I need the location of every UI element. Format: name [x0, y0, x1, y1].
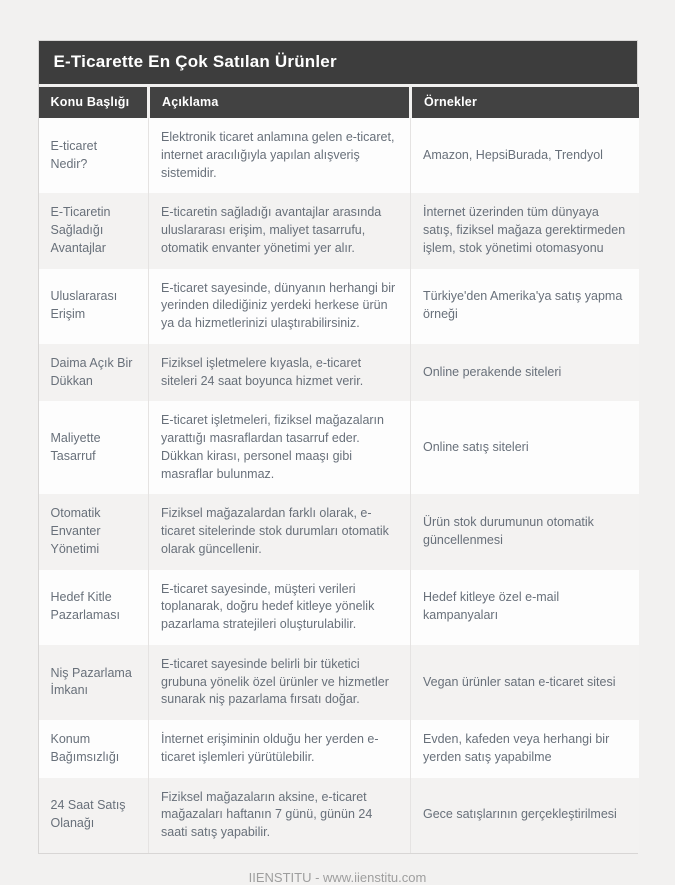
table-row [39, 720, 639, 778]
cell-description: İnternet erişiminin olduğu her yerden e-ticaret işlemleri yürütülebilir. [149, 720, 411, 778]
column-header-topic: Konu Başlığı [39, 87, 149, 118]
table-row [39, 344, 639, 402]
cell-description: Fiziksel mağazalardan farklı olarak, e-ticaret sitelerinde stok durumları otomatik olarak güncellenir. [149, 494, 411, 569]
cell-description: E-ticaret sayesinde, müşteri verileri toplanarak, doğru hedef kitleye yönelik pazarlama stratejileri oluşturulabilir. [149, 570, 411, 645]
cell-examples: Online satış siteleri [411, 401, 639, 494]
cell-description: E-ticaret sayesinde, dünyanın herhangi bir yerinden dilediğiniz yerdeki herkese ürün ya da hizmetlerinizi ulaştırabilirsiniz. [149, 269, 411, 344]
cell-description: Elektronik ticaret anlamına gelen e-ticaret, internet aracılığıyla yapılan alışveriş sistemidir. [149, 118, 411, 193]
cell-topic: Niş Pazarlama İmkanı [50, 665, 132, 698]
cell-topic: Uluslararası Erişim [50, 289, 118, 322]
cell-description: E-ticaret işletmeleri, fiziksel mağazaların yarattığı masraflardan tasarruf eder. Dükkan kirası, personel maaşı gibi masraflar bulunmaz. [149, 401, 411, 494]
table-row [39, 193, 639, 268]
page-title: E-Ticarette En Çok Satılan Ürünler [39, 41, 637, 87]
cell-examples: Ürün stok durumunun otomatik güncellenmesi [411, 494, 639, 569]
cell-examples: İnternet üzerinden tüm dünyaya satış, fiziksel mağaza gerektirmeden işlem, stok yönetimi otomasyonu [411, 193, 639, 268]
table-header-row [39, 87, 639, 118]
cell-description: Fiziksel işletmelere kıyasla, e-ticaret siteleri 24 saat boyunca hizmet verir. [149, 344, 411, 402]
column-header-examples: Örnekler [411, 87, 639, 118]
column-header-description: Açıklama [149, 87, 411, 118]
cell-topic: 24 Saat Satış Olanağı [50, 798, 126, 831]
table-body [39, 118, 639, 853]
table-row [39, 570, 639, 645]
cell-description: E-ticaret sayesinde belirli bir tüketici grubuna yönelik özel ürünler ve hizmetler sunarak niş pazarlama fırsatı doğar. [149, 645, 411, 720]
table-row [39, 494, 639, 569]
table-row [39, 401, 639, 494]
table-header [39, 87, 639, 118]
cell-examples: Amazon, HepsiBurada, Trendyol [411, 118, 639, 193]
cell-examples: Vegan ürünler satan e-ticaret sitesi [411, 645, 639, 720]
cell-examples: Hedef kitleye özel e-mail kampanyaları [411, 570, 639, 645]
cell-examples: Evden, kafeden veya herhangi bir yerden satış yapabilme [411, 720, 639, 778]
content-table-card [38, 40, 638, 854]
cell-description: E-ticaretin sağladığı avantajlar arasında uluslararası erişim, maliyet tasarrufu, otomatik envanter yönetimi yer alır. [149, 193, 411, 268]
cell-description: Fiziksel mağazaların aksine, e-ticaret mağazaları haftanın 7 günü, günün 24 saati satış yapabilir. [149, 778, 411, 853]
cell-examples: Gece satışlarının gerçekleştirilmesi [411, 778, 639, 853]
cell-topic: Konum Bağımsızlığı [50, 732, 120, 764]
content-table [39, 87, 639, 853]
cell-examples: Online perakende siteleri [411, 344, 639, 402]
table-row [39, 269, 639, 344]
cell-topic: E-Ticaretin Sağladığı Avantajlar [50, 205, 111, 255]
table-row [39, 118, 639, 193]
table-row [39, 645, 639, 720]
cell-topic: Hedef Kitle Pazarlaması [50, 590, 120, 623]
cell-topic: Daima Açık Bir Dükkan [50, 355, 133, 388]
cell-examples: Türkiye'den Amerika'ya satış yapma örneği [411, 269, 639, 344]
cell-topic: Otomatik Envanter Yönetimi [50, 506, 101, 556]
table-row [39, 778, 639, 853]
cell-topic: E-ticaret Nedir? [50, 138, 98, 171]
cell-topic: Maliyette Tasarruf [50, 431, 101, 463]
footer-credit: IIENSTITU - www.iienstitu.com [248, 869, 427, 885]
